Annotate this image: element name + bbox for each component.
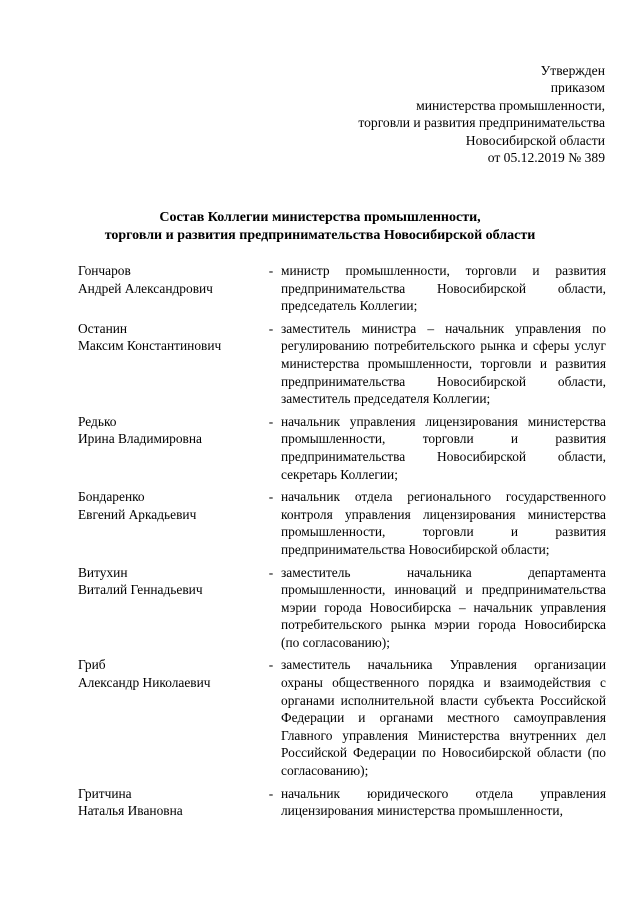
document-title <box>0 209 640 245</box>
member-dash: - <box>268 413 274 429</box>
approval-line: торговли и развития предпринимательства <box>358 115 605 131</box>
member-dash: - <box>268 263 274 278</box>
approval-line: от 05.12.2019 № 389 <box>487 150 605 166</box>
member-dash: - <box>268 320 274 336</box>
member-role: начальник юридического отдела управления лицензирования министерства промышленности, <box>281 785 606 819</box>
member-role: начальник отдела регионального государственного контроля управления лицензирования министерства промышленности, торговли и развития предпринимательства Новосибирской области; <box>281 489 606 557</box>
member-name <box>78 262 261 315</box>
approval-line: Новосибирской области <box>465 132 605 148</box>
member-given-names: Александр Николаевич <box>78 675 211 691</box>
member-surname: Гончаров <box>78 263 131 278</box>
member-given-names: Андрей Александрович <box>78 280 213 296</box>
approval-line: министерства промышленности, <box>416 97 605 113</box>
member-row <box>78 320 606 408</box>
member-role: начальник управления лицензирования министерства промышленности, торговли и развития предпринимательства Новосибирской области, секретарь Коллегии; <box>281 413 606 482</box>
member-name <box>78 488 261 558</box>
member-row <box>78 785 606 820</box>
member-name <box>78 656 261 779</box>
member-dash: - <box>268 489 274 505</box>
members-list <box>78 262 606 825</box>
member-role: министр промышленности, торговли и развития предпринимательства Новосибирской области, председатель Коллегии; <box>281 263 606 314</box>
member-row <box>78 488 606 558</box>
member-surname: Витухин <box>78 564 128 580</box>
member-surname: Останин <box>78 320 128 336</box>
approval-line: Утвержден <box>540 63 605 78</box>
approval-line: приказом <box>550 80 605 96</box>
member-dash: - <box>268 785 274 801</box>
member-row <box>78 413 606 483</box>
member-row <box>78 564 606 652</box>
member-row <box>78 656 606 779</box>
member-role: заместитель министра – начальник управления по регулированию потребительского рынка и сферы услуг министерства промышленности, торговли и развития предпринимательства Новосибирской области, заместитель председателя Коллегии; <box>281 320 606 407</box>
approval-block <box>358 62 605 166</box>
member-name <box>78 564 261 652</box>
member-name <box>78 785 261 820</box>
member-surname: Гритчина <box>78 785 132 801</box>
member-role: заместитель начальника Управления организации охраны общественного порядка и взаимодействия с органами исполнительной власти субъекта Российской Федерации и органами местного самоуправления Главного управления Министерства внутренних дел Российской Федерации по Новосибирской области (по согласованию); <box>281 657 606 779</box>
member-surname: Гриб <box>78 657 106 673</box>
title-line: Состав Коллегии министерства промышленности, <box>159 210 481 225</box>
member-name <box>78 320 261 408</box>
member-given-names: Евгений Аркадьевич <box>78 506 197 522</box>
member-role: заместитель начальника департамента промышленности, инноваций и предпринимательства мэрии города Новосибирска – начальник управления потребительского рынка мэрии города Новосибирска (по согласованию); <box>281 564 606 650</box>
member-dash: - <box>268 564 274 580</box>
title-line: торговли и развития предпринимательства Новосибирской области <box>104 228 536 243</box>
member-row <box>78 262 606 315</box>
member-given-names: Наталья Ивановна <box>78 803 183 819</box>
member-surname: Бондаренко <box>78 489 145 505</box>
member-given-names: Виталий Геннадьевич <box>78 582 203 598</box>
member-surname: Редько <box>78 413 117 429</box>
member-dash: - <box>268 657 274 673</box>
member-name <box>78 413 261 483</box>
member-given-names: Максим Константинович <box>78 338 222 354</box>
member-given-names: Ирина Владимировна <box>78 431 202 447</box>
